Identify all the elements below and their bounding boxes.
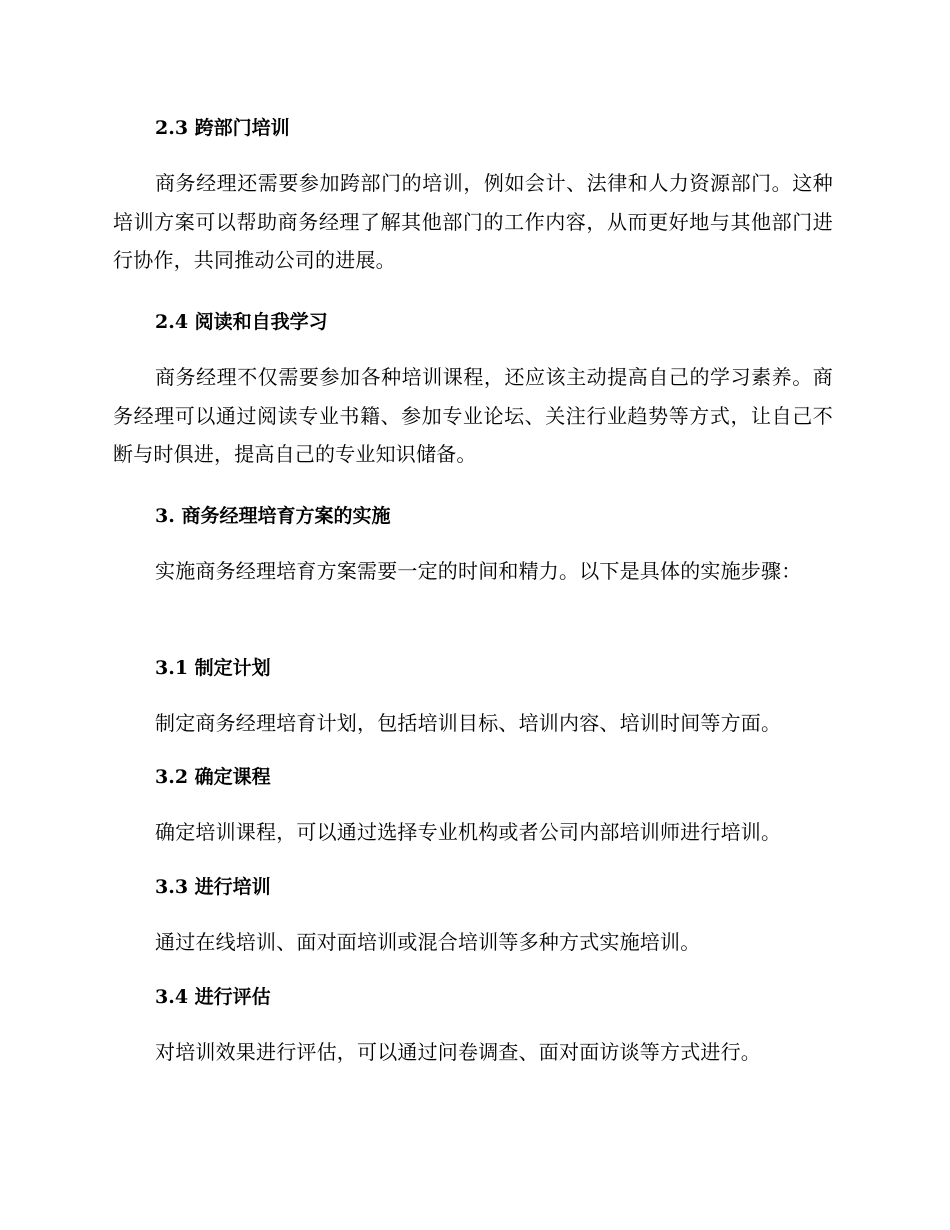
section-heading-2-4: 2.4 阅读和自我学习	[155, 311, 328, 333]
section-paragraph-3: 实施商务经理培育方案需要一定的时间和精力。以下是具体的实施步骤：	[155, 559, 802, 583]
section-paragraph-3-3: 通过在线培训、面对面培训或混合培训等多种方式实施培训。	[155, 930, 701, 954]
section-heading-3-2: 3.2 确定课程	[155, 766, 271, 788]
section-heading-3-1: 3.1 制定计划	[155, 657, 271, 679]
section-heading-3-4: 3.4 进行评估	[155, 986, 271, 1008]
section-heading-3-3: 3.3 进行培训	[155, 876, 271, 898]
section-paragraph-3-1: 制定商务经理培育计划，包括培训目标、培训内容、培训时间等方面。	[155, 711, 782, 735]
section-paragraph-3-2: 确定培训课程，可以通过选择专业机构或者公司内部培训师进行培训。	[155, 820, 782, 844]
section-heading-2-3: 2.3 跨部门培训	[155, 117, 290, 139]
section-paragraph-3-4: 对培训效果进行评估，可以通过问卷调查、面对面访谈等方式进行。	[155, 1040, 761, 1064]
section-heading-3: 3. 商务经理培育方案的实施	[155, 505, 391, 527]
section-paragraph-2-3: 商务经理还需要参加跨部门的培训，例如会计、法律和人力资源部门。这种培训方案可以帮助商务经理了解其他部门的工作内容，从而更好地与其他部门进行协作，共同推动公司的进展。	[113, 171, 833, 272]
section-paragraph-2-4: 商务经理不仅需要参加各种培训课程，还应该主动提高自己的学习素养。商务经理可以通过阅读专业书籍、参加专业论坛、关注行业趋势等方式，让自己不断与时俱进，提高自己的专业知识储备。	[113, 365, 833, 466]
